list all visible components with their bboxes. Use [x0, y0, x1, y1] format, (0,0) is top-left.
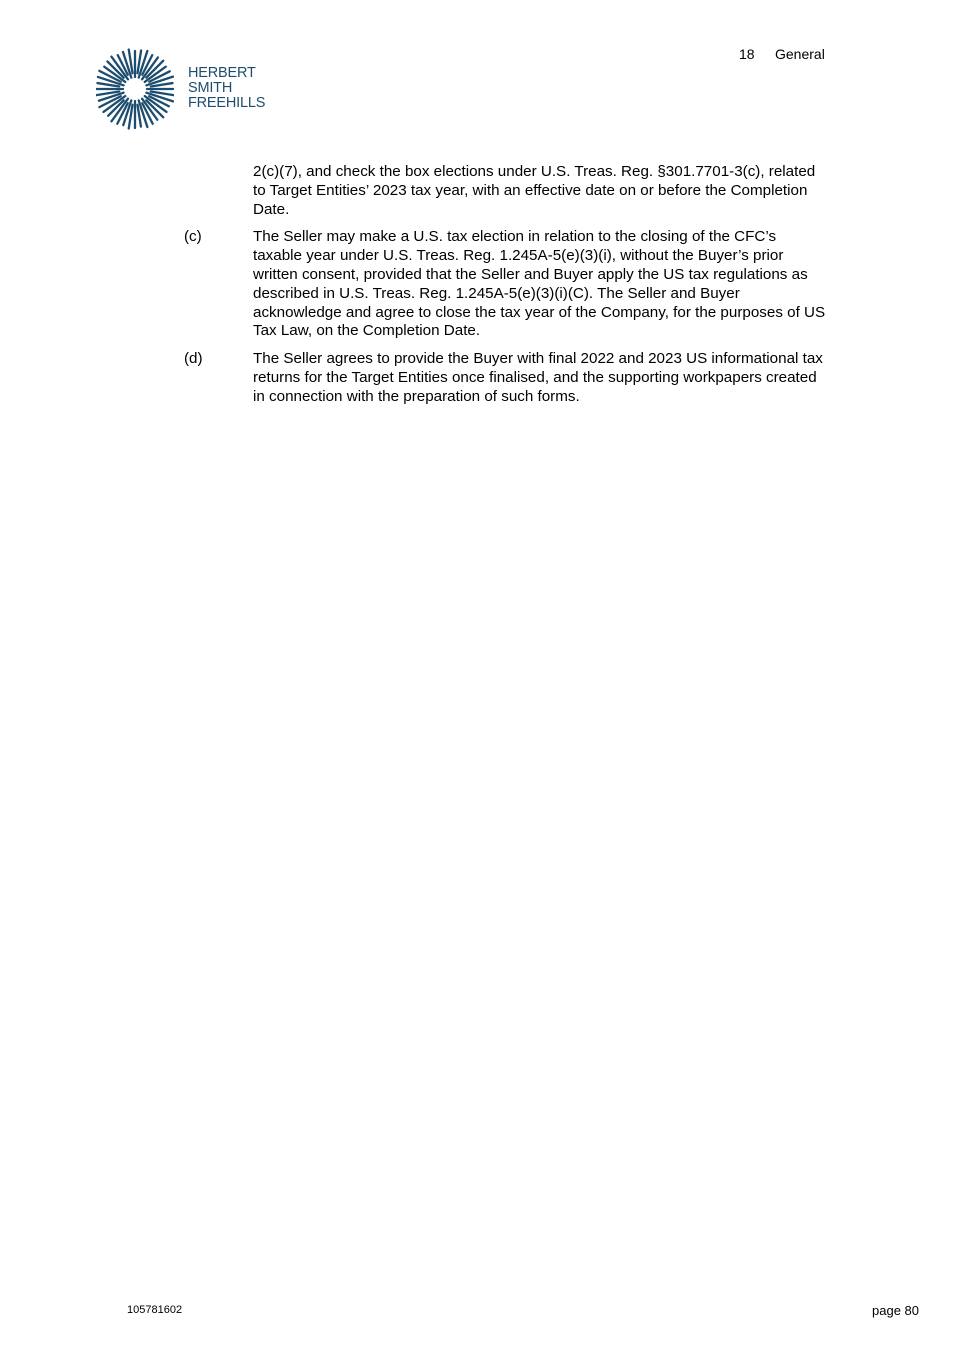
- section-number: 18: [739, 46, 755, 62]
- sunburst-logo-icon: [96, 46, 174, 132]
- firm-name-line-1: HERBERT: [188, 65, 256, 81]
- firm-name-line-3: FREEHILLS: [188, 95, 266, 111]
- firm-name: [188, 66, 265, 111]
- clause-label: (c): [184, 228, 202, 246]
- firm-logo: [96, 46, 276, 134]
- running-header: [739, 46, 825, 62]
- section-title: General: [775, 46, 825, 62]
- document-body: [184, 163, 829, 407]
- page-number: page 80: [872, 1303, 919, 1318]
- clause-c: [184, 228, 829, 341]
- clause-d: [184, 350, 829, 406]
- continued-paragraph: 2(c)(7), and check the box elections under U.S. Treas. Reg. §301.7701-3(c), related to Target Entities’ 2023 tax year, with an effective date on or before the Completion Date.: [253, 163, 816, 218]
- firm-name-line-2: SMITH: [188, 80, 233, 96]
- clause-text: The Seller agrees to provide the Buyer with final 2022 and 2023 US informational tax returns for the Target Entities once finalised, and the supporting workpapers created in connection with the preparation of such forms.: [253, 350, 823, 405]
- document-reference: 105781602: [127, 1304, 183, 1316]
- clause-text: The Seller may make a U.S. tax election in relation to the closing of the CFC’s taxable year under U.S. Treas. Reg. 1.245A-5(e)(3)(i), without the Buyer’s prior written consent, provided that the Seller and Buyer apply the US tax regulations as described in U.S. Treas. Reg. 1.245A-5(e)(3)(i)(C). The Seller and Buyer acknowledge and agree to close the tax year of the Company, for the purposes of US Tax Law, on the Completion Date.: [253, 228, 826, 340]
- clause-label: (d): [184, 350, 203, 368]
